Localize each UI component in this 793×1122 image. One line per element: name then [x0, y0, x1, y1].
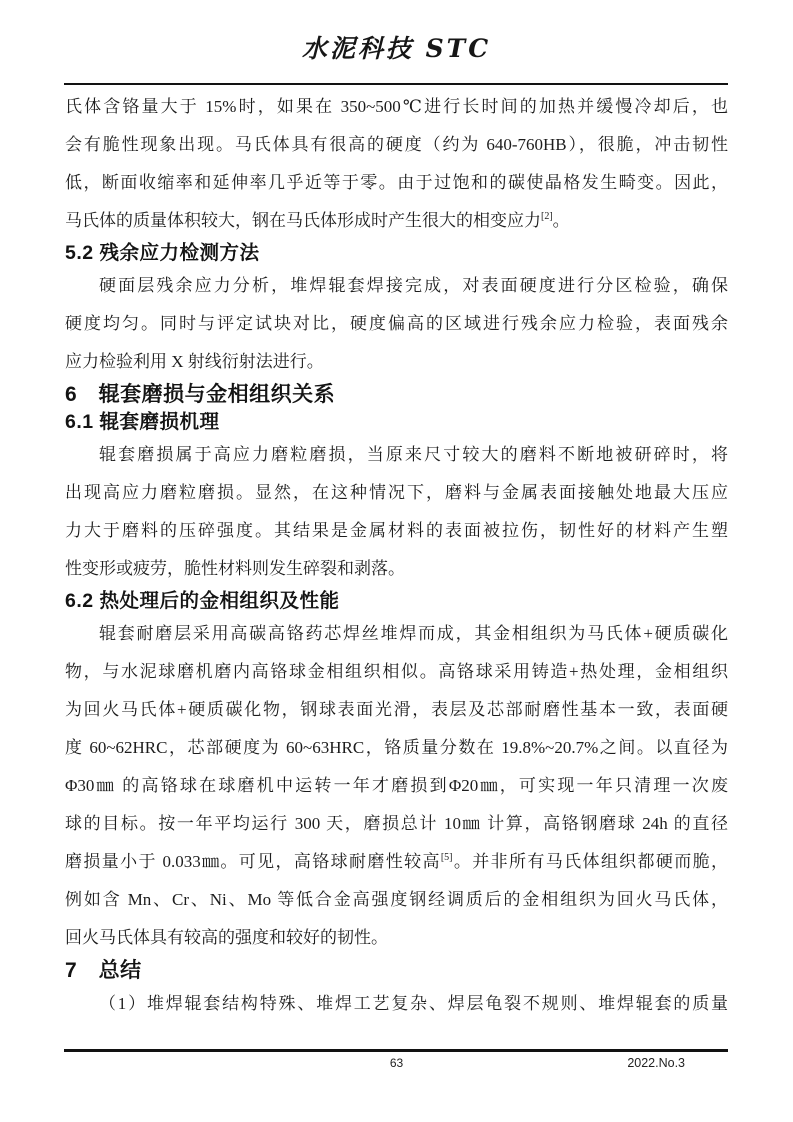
text-run: 低，断面收缩率和延伸率几乎近等于零。由于过饱和的碳使晶格发生畸变。因此，	[65, 173, 728, 192]
text-line	[65, 881, 728, 919]
page-number: 63	[389, 1056, 404, 1070]
text-run: 度 60~62HRC，芯部硬度为 60~63HRC，铬质量分数在 19.8%~20.7%之间。以直径为	[65, 738, 728, 757]
text-run: 硬度均匀。同时与评定试块对比，硬度偏高的区域进行残余应力检验，表面残余	[65, 314, 728, 333]
section-heading: 6.2 热处理后的金相组织及性能	[65, 590, 340, 612]
section-heading: 6 辊套磨损与金相组织关系	[65, 383, 336, 406]
text-run: 例如含 Mn、Cr、Ni、Mo 等低合金高强度钢经调质后的金相组织为回火马氏体，	[65, 890, 728, 909]
text-run: （1）堆焊辊套结构特殊、堆焊工艺复杂、焊层龟裂不规则、堆焊辊套的质量	[99, 994, 728, 1013]
paragraph	[65, 88, 728, 240]
text-run: 马氏体的质量体积较大，钢在马氏体形成时产生很大的相变应力	[65, 211, 541, 230]
text-run: 出现高应力磨粒磨损。显然，在这种情况下，磨料与金属表面接触处地最大压应	[65, 483, 728, 502]
text-line	[65, 126, 728, 164]
text-run: 为回火马氏体+硬质碳化物，钢球表面光滑，表层及芯部耐磨性基本一致，表面硬	[65, 700, 728, 719]
text-run: 辊套耐磨层采用高碳高铬药芯焊丝堆焊而成，其金相组织为马氏体+硬质碳化	[99, 624, 728, 643]
paragraph	[65, 436, 728, 588]
text-line	[65, 202, 728, 240]
text-line	[65, 615, 728, 653]
text-line	[65, 436, 728, 474]
text-run: 硬面层残余应力分析，堆焊辊套焊接完成，对表面硬度进行分区检验，确保	[99, 276, 728, 295]
text-line	[65, 653, 728, 691]
header-rule	[64, 83, 728, 85]
text-run: 力大于磨料的压碎强度。其结果是金属材料的表面被拉伤，韧性好的材料产生塑	[65, 521, 728, 540]
text-run: 物，与水泥球磨机磨内高铬球金相组织相似。高铬球采用铸造+热处理，金相组织	[65, 662, 728, 681]
text-line	[65, 919, 728, 957]
text-line	[65, 343, 728, 381]
text-line	[65, 767, 728, 805]
paragraph	[65, 267, 728, 381]
section-heading: 5.2 残余应力检测方法	[65, 242, 260, 264]
section-heading: 7 总结	[65, 959, 142, 982]
document-content	[65, 88, 728, 1023]
text-line	[65, 691, 728, 729]
text-run: 会有脆性现象出现。马氏体具有很高的硬度（约为 640-760HB），很脆，冲击韧性	[65, 135, 728, 154]
text-run: 性变形或疲劳，脆性材料则发生碎裂和剥落。	[65, 559, 405, 578]
text-line	[65, 985, 728, 1023]
citation-ref: [5]	[440, 852, 453, 863]
journal-title: 水泥科技 STC	[301, 34, 492, 63]
text-line	[65, 805, 728, 843]
text-run: 应力检验利用 X 射线衍射法进行。	[65, 352, 324, 371]
section-heading: 6.1 辊套磨损机理	[65, 411, 220, 433]
footer-rule	[64, 1049, 728, 1052]
paragraph	[65, 985, 728, 1023]
text-run: 。	[552, 211, 570, 230]
text-line	[65, 267, 728, 305]
issue-number: 2022.No.3	[627, 1056, 685, 1070]
text-line	[65, 550, 728, 588]
text-line	[65, 164, 728, 202]
citation-ref: [2]	[541, 211, 553, 222]
paragraph	[65, 615, 728, 957]
text-run: 。并非所有马氏体组织都硬而脆，	[452, 852, 728, 871]
text-run: 磨损量小于 0.033㎜。可见，高铬球耐磨性较高	[65, 852, 441, 871]
text-line	[65, 305, 728, 343]
text-line	[65, 88, 728, 126]
text-run: Φ30㎜ 的高铬球在球磨机中运转一年才磨损到Φ20㎜，可实现一年只清理一次废	[65, 776, 728, 795]
text-run: 球的目标。按一年平均运行 300 天，磨损总计 10㎜ 计算，高铬钢磨球 24h 的直径	[65, 814, 728, 833]
text-run: 氏体含铬量大于 15%时，如果在 350~500℃进行长时间的加热并缓慢冷却后，也	[65, 97, 728, 116]
text-run: 辊套磨损属于高应力磨粒磨损，当原来尺寸较大的磨料不断地被研碎时，将	[99, 445, 728, 464]
text-line	[65, 729, 728, 767]
text-line	[65, 843, 728, 881]
text-run: 回火马氏体具有较高的强度和较好的韧性。	[65, 928, 388, 947]
text-line	[65, 512, 728, 550]
text-line	[65, 474, 728, 512]
